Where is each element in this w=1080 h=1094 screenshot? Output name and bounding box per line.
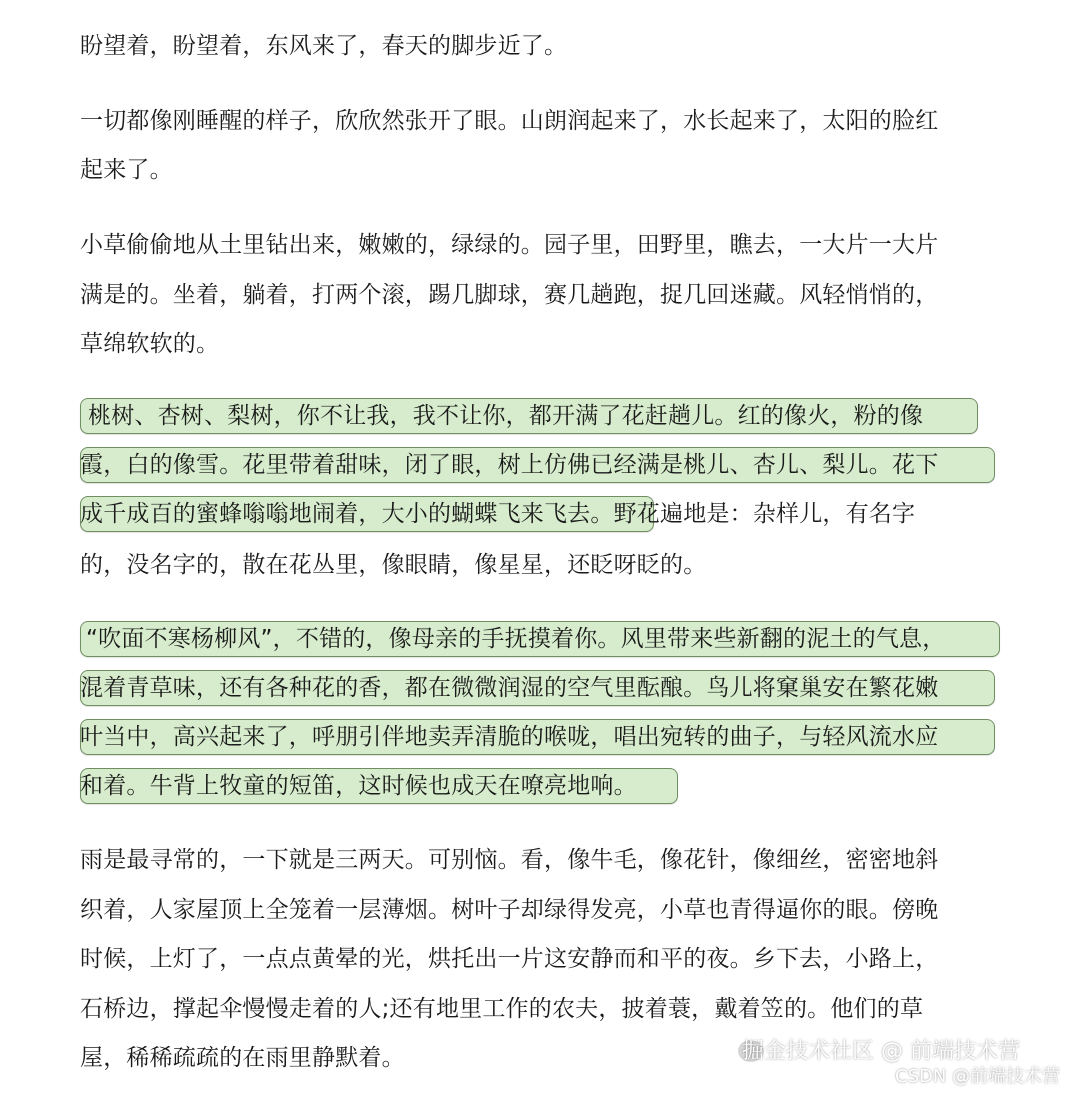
paragraph-line: 时候，上灯了，一点点黄晕的光，烘托出一片这安静而和平的夜。乡下去，小路上， xyxy=(80,946,939,972)
paragraph-line: 桃树、杏树、梨树，你不让我，我不让你，都开满了花赶趟儿。红的像火，粉的像 xyxy=(88,403,924,429)
paragraph-line: 盼望着，盼望着，东风来了，春天的脚步近了。 xyxy=(80,33,568,59)
paragraph-line: 和着。牛背上牧童的短笛，这时候也成天在嘹亮地响。 xyxy=(80,773,637,799)
paragraph-line: 满是的。坐着，躺着，打两个滚，踢几脚球，赛几趟跑，捉几回迷藏。风轻悄悄的， xyxy=(80,282,939,308)
paragraph-line: 雨是最寻常的，一下就是三两天。可别恼。看，像牛毛，像花针，像细丝，密密地斜 xyxy=(80,847,939,873)
watermark-csdn: CSDN @前端技术营 xyxy=(895,1066,1061,1087)
paragraph-line: 混着青草味，还有各种花的香，都在微微润湿的空气里酝酿。鸟儿将窠巢安在繁花嫩 xyxy=(80,675,939,701)
paragraph-line: 织着，人家屋顶上全笼着一层薄烟。树叶子却绿得发亮，小草也青得逼你的眼。傍晚 xyxy=(80,897,939,923)
paragraph-line: 石桥边，撑起伞慢慢走着的人;还有地里工作的农夫，披着蓑，戴着笠的。他们的草 xyxy=(80,996,924,1022)
paragraph-line: 起来了。 xyxy=(80,157,173,183)
paragraph-line: 草绵软软的。 xyxy=(80,331,220,357)
paragraph-line: 霞，白的像雪。花里带着甜味，闭了眼，树上仿佛已经满是桃儿、杏儿、梨儿。花下 xyxy=(80,452,939,478)
paragraph-line: 屋，稀稀疏疏的在雨里静默着。 xyxy=(80,1045,405,1071)
paragraph-line: 的，没名字的，散在花丛里，像眼睛，像星星，还眨呀眨的。 xyxy=(80,552,707,578)
paragraph-line: 一切都像刚睡醒的样子，欣欣然张开了眼。山朗润起来了，水长起来了，太阳的脸红 xyxy=(80,108,939,134)
watermark-juejin: 掘金技术社区 @ 前端技术营 xyxy=(742,1039,1020,1064)
paragraph-line: 叶当中，高兴起来了，呼朋引伴地卖弄清脆的喉咙，唱出宛转的曲子，与轻风流水应 xyxy=(80,724,939,750)
paragraph-line: 成千成百的蜜蜂嗡嗡地闹着，大小的蝴蝶飞来飞去。野花遍地是：杂样儿，有名字 xyxy=(80,501,916,527)
paragraph-line: 小草偷偷地从土里钻出来，嫩嫩的，绿绿的。园子里，田野里，瞧去，一大片一大片 xyxy=(80,232,939,258)
paragraph-line: “吹面不寒杨柳风”，不错的，像母亲的手抚摸着你。风里带来些新翻的泥土的气息， xyxy=(86,626,946,652)
